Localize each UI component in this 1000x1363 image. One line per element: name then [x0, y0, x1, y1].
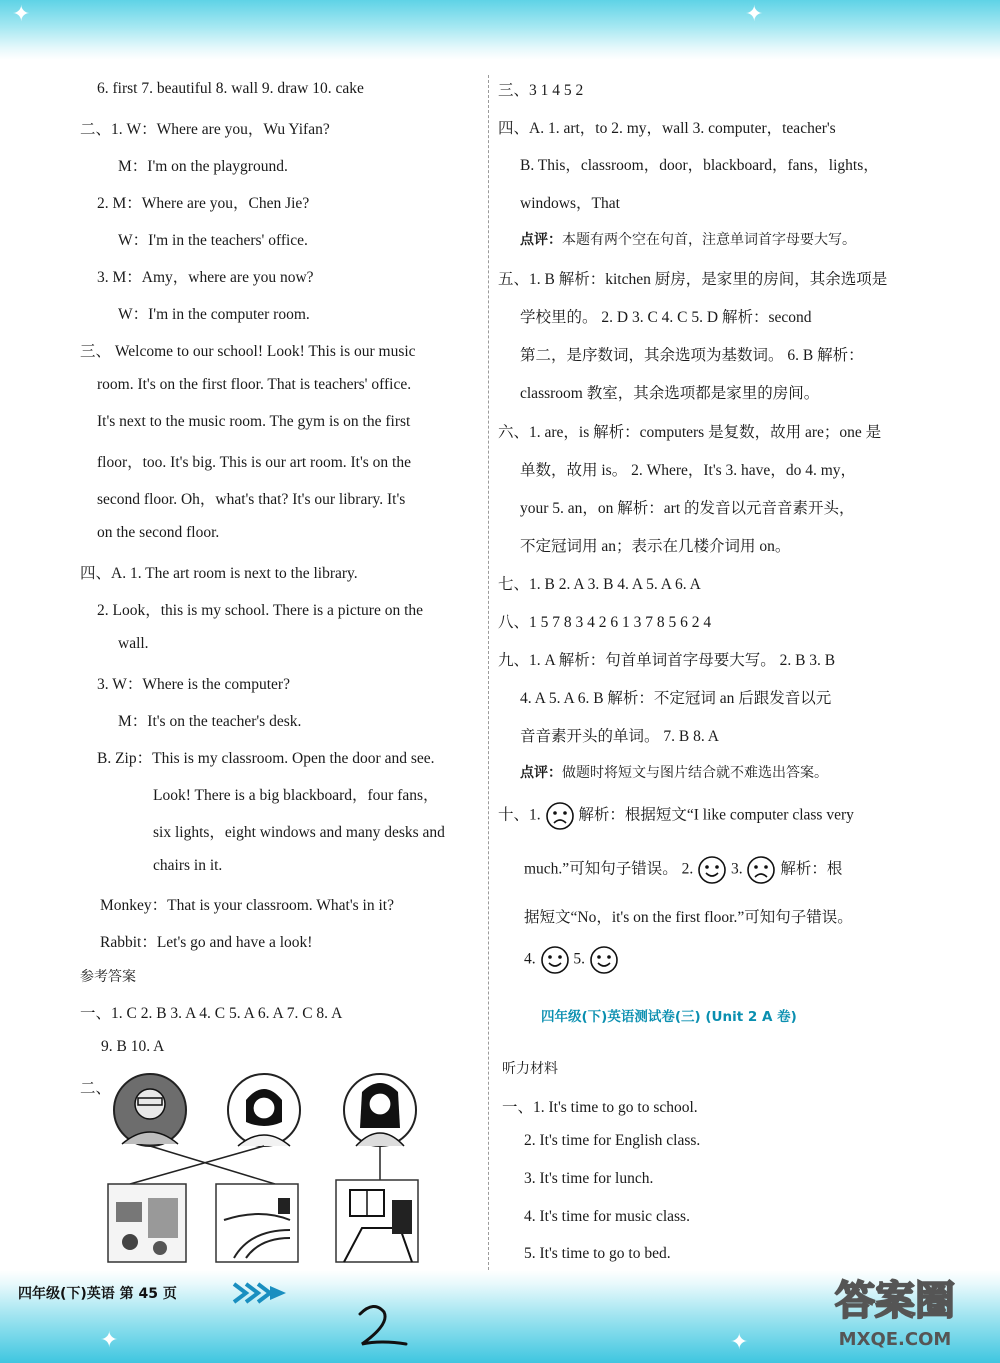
sparkle-icon: ✦	[100, 1328, 119, 1353]
text-line: 三、 Welcome to our school! Look! This is our music	[80, 343, 416, 360]
text-line: classroom 教室，其余选项都是家里的房间。	[520, 385, 820, 402]
text-line: 5. It's time to go to bed.	[524, 1245, 671, 1262]
text-line: 9. B 10. A	[101, 1038, 165, 1055]
text-line: 2. M：Where are you，Chen Jie?	[97, 195, 310, 212]
text-line: 三、3 1 4 5 2	[498, 82, 584, 99]
text-line: on the second floor.	[97, 524, 220, 541]
text-line: chairs in it.	[153, 857, 223, 874]
sad-face-icon	[545, 801, 575, 831]
smiley-face-icon	[589, 945, 619, 975]
smiley-face-icon	[697, 855, 727, 885]
sad-face-icon	[746, 855, 776, 885]
text-line: 3. W：Where is the computer?	[97, 676, 290, 693]
text-line: 3. It's time for lunch.	[524, 1170, 654, 1187]
arrow-decoration-icon	[232, 1280, 288, 1306]
text-line: B. Zip：This is my classroom. Open the door and see.	[97, 750, 435, 767]
text-line: 音音素开头的单词。 7. B 8. A	[520, 728, 719, 745]
comment-label: 点评：	[520, 765, 562, 781]
text-line: 据短文“No，it's on the first floor.”可知句子错误。	[524, 909, 853, 926]
text-line: six lights，eight windows and many desks and	[153, 824, 445, 841]
answer-key-heading: 参考答案	[80, 969, 136, 985]
text-line: Look! There is a big blackboard，four fans，	[153, 787, 439, 804]
listening-material-heading: 听力材料	[502, 1061, 558, 1077]
handwritten-mark-icon	[352, 1300, 412, 1352]
text-line: 五、1. B 解析：kitchen 厨房，是家里的房间，其余选项是	[498, 271, 888, 288]
column-divider	[488, 75, 489, 1270]
text-line: wall.	[118, 635, 149, 652]
text-line: windows，That	[520, 195, 620, 212]
text-line: 六、1. are，is 解析：computers 是复数，故用 are；one 是	[498, 424, 882, 441]
text-line: 学校里的。 2. D 3. C 4. C 5. D 解析：second	[520, 309, 812, 326]
text-line: B. This，classroom，door，blackboard，fans，lights，	[520, 157, 879, 174]
text-line: second floor. Oh，what's that? It's our library. It's	[97, 491, 406, 508]
sparkle-icon: ✦	[730, 1330, 749, 1355]
item-number: 5.	[573, 950, 585, 968]
item-number: 3.	[730, 860, 743, 878]
text-line: room. It's on the first floor. That is teachers' office.	[97, 376, 412, 393]
text-line: Monkey：That is your classroom. What's in it?	[100, 897, 394, 914]
text-line	[524, 945, 619, 975]
text-line: 单数，故用 is。 2. Where，It's 3. have，do 4. my，	[520, 462, 856, 479]
site-watermark	[795, 1265, 995, 1360]
text-line: M：It's on the teacher's desk.	[118, 713, 302, 730]
sparkle-icon: ✦	[12, 2, 31, 27]
text-line: your 5. an，on 解析：art 的发音以元音音素开头，	[520, 500, 855, 517]
watermark-url: MXQE.COM	[838, 1329, 952, 1350]
text-line: 二、	[80, 1080, 112, 1097]
item-number: 十、1.	[498, 806, 541, 824]
text-line: W：I'm in the teachers' office.	[118, 232, 308, 249]
text-line: 二、1. W：Where are you，Wu Yifan?	[80, 121, 330, 138]
text-line: M：I'm on the playground.	[118, 158, 288, 175]
analysis-text: 解析：根据短文“I like computer class very	[578, 806, 854, 824]
text-line: 第二，是序数词，其余选项为基数词。 6. B 解析：	[520, 347, 864, 364]
text-line: 6. first 7. beautiful 8. wall 9. draw 10. cake	[97, 80, 364, 97]
test-section-title: 四年级(下)英语测试卷(三) (Unit 2 A 卷)	[541, 1009, 797, 1025]
text-line	[498, 801, 854, 831]
text-line: 一、1. C 2. B 3. A 4. C 5. A 6. A 7. C 8. A	[80, 1005, 343, 1022]
smiley-face-icon	[540, 945, 570, 975]
comment-text: 本题有两个空在句首，注意单词首字母要大写。	[562, 232, 856, 248]
text-line: 2. Look，this is my school. There is a picture on the	[97, 602, 424, 619]
text-line: W：I'm in the computer room.	[118, 306, 310, 323]
watermark-logo-text: 答案圈	[835, 1278, 955, 1324]
text-line: floor，too. It's big. This is our art room. It's on the	[97, 454, 411, 471]
matching-illustration	[100, 1070, 480, 1270]
top-decorative-band	[0, 0, 1000, 60]
text-line: 3. M：Amy，where are you now?	[97, 269, 314, 286]
comment-text: 做题时将短文与图片结合就不难选出答案。	[562, 765, 828, 781]
analysis-text: 解析：根	[780, 860, 843, 878]
text-line	[524, 855, 842, 885]
item-number: 4.	[524, 950, 536, 968]
text-line: 七、1. B 2. A 3. B 4. A 5. A 6. A	[498, 576, 701, 593]
text-line: 四、A. 1. art，to 2. my，wall 3. computer，teacher's	[498, 120, 836, 137]
playground-scene-picture	[216, 1184, 298, 1262]
text-line: It's next to the music room. The gym is on the first	[97, 413, 411, 430]
text-line: 四、A. 1. The art room is next to the library.	[80, 565, 358, 582]
text-line: 4. It's time for music class.	[524, 1208, 690, 1225]
text-line: 八、1 5 7 8 3 4 2 6 1 3 7 8 5 6 2 4	[498, 614, 712, 631]
text-line: 九、1. A 解析：句首单词首字母要大写。 2. B 3. B	[498, 652, 836, 669]
comment-line	[520, 762, 828, 782]
text-line: 4. A 5. A 6. B 解析：不定冠词 an 后跟发音以元	[520, 690, 832, 707]
text-line: 2. It's time for English class.	[524, 1132, 701, 1149]
text-line: 一、1. It's time to go to school.	[502, 1099, 698, 1116]
sparkle-icon: ✦	[745, 2, 764, 27]
text-line: 不定冠词用 an；表示在几楼介词用 on。	[520, 538, 791, 555]
text-line: Rabbit：Let's go and have a look!	[100, 934, 313, 951]
page-footer-label: 四年级(下)英语 第 45 页	[18, 1286, 177, 1302]
comment-line	[520, 229, 856, 249]
analysis-text: much.”可知句子错误。 2.	[524, 860, 694, 878]
comment-label: 点评：	[520, 232, 562, 248]
